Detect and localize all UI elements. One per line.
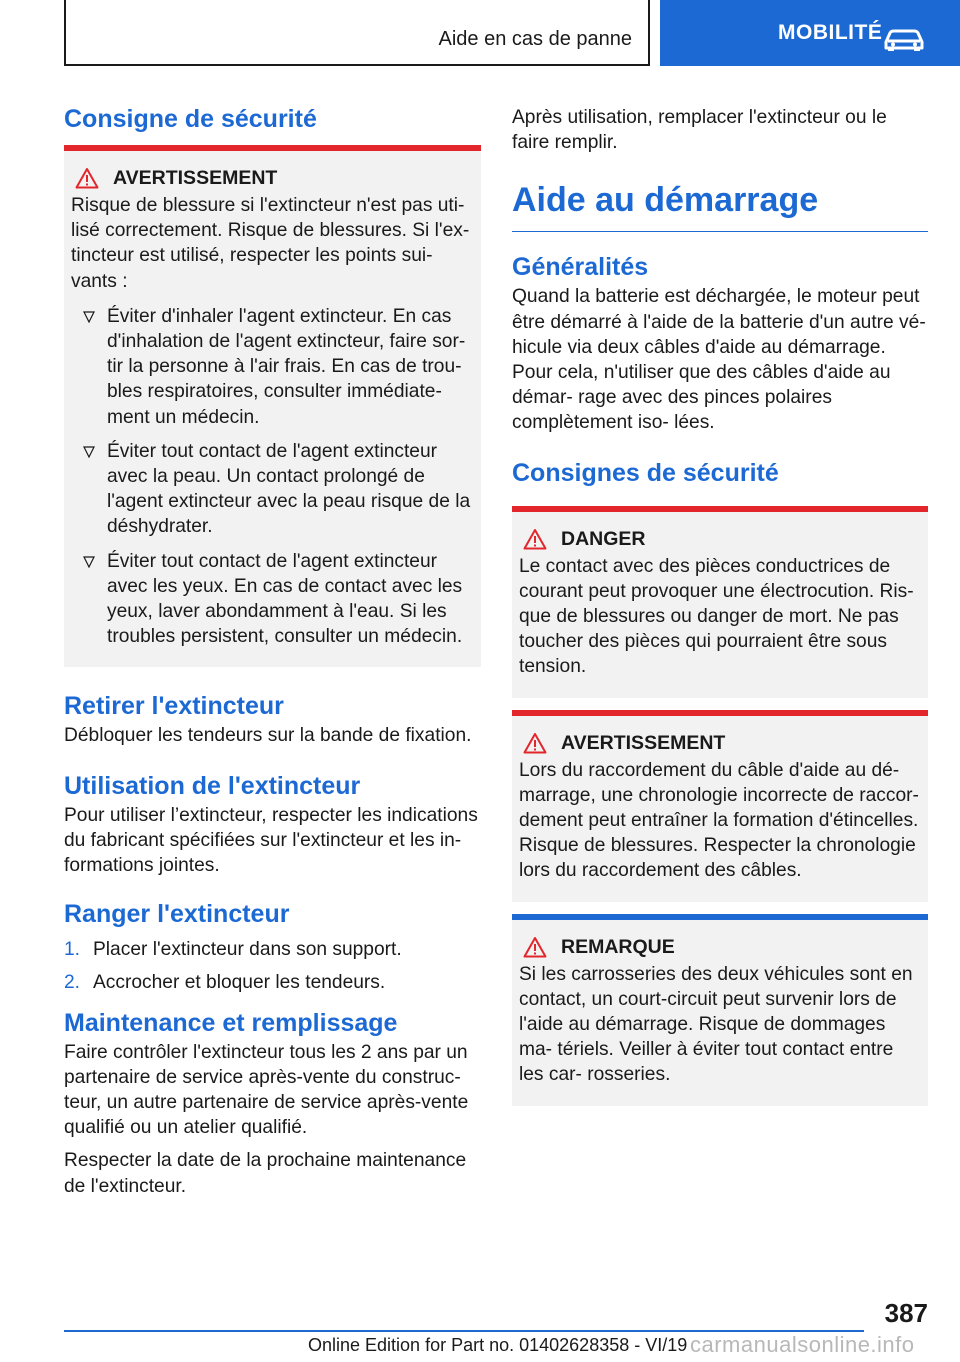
triangle-bullet-icon — [83, 556, 95, 568]
list-item — [64, 937, 481, 962]
warning-triangle-icon — [523, 528, 547, 550]
list-item — [71, 549, 474, 650]
warning-triangle-icon — [523, 936, 547, 958]
maintenance-text-2: Respecter la date de la prochaine maintenance de l'extincteur. — [64, 1150, 467, 1197]
note-box-head — [519, 934, 921, 960]
triangle-bullet-icon — [83, 311, 95, 323]
header-frame — [64, 0, 650, 66]
warning-triangle-icon — [75, 167, 99, 189]
triangle-bullet-icon — [83, 446, 95, 458]
maintenance-text-1: Faire contrôler l'extincteur tous les 2 ans par un partenaire de service après-vente du construc- teur, un autre partenaire de service après-vente qualifié ou un atelier qualifié. — [64, 1041, 469, 1139]
note-text: Si les carrosseries des deux véhicules sont en contact, un court-circuit peut survenir lors de l'aide au démarrage. Risque de dommages ma- tériels. Veiller à éviter tout contact entre les car- rosseries. — [519, 963, 913, 1086]
bullet-text: Éviter tout contact de l'agent extincteur avec les yeux. En cas de contact avec les yeux, laver abondamment à l'eau. Si les troubles persistent, consulter un médecin. — [107, 550, 463, 648]
footer-edition: Online Edition for Part no. 01402628358 - VI/19 — [308, 1335, 688, 1355]
car-icon — [882, 28, 926, 52]
heading-generalites: Généralités — [512, 253, 649, 282]
warning-box-cables — [512, 710, 928, 902]
warning-box-head — [519, 730, 921, 756]
warning-box-head — [71, 165, 474, 191]
warning-label: AVERTISSEMENT — [113, 167, 278, 189]
heading-retirer: Retirer l'extincteur — [64, 692, 284, 721]
heading-ranger: Ranger l'extincteur — [64, 900, 290, 929]
page-number: 387 — [884, 1298, 928, 1328]
ranger-steps — [64, 937, 481, 995]
step-text: Accrocher et bloquer les tendeurs. — [93, 972, 386, 994]
heading-consigne-securite: Consigne de sécurité — [64, 105, 317, 133]
warning-bullet-list — [71, 304, 474, 650]
list-item — [71, 304, 474, 430]
note-box — [512, 914, 928, 1106]
warning-label: AVERTISSEMENT — [561, 731, 726, 754]
danger-box — [512, 506, 928, 698]
warning-text: Risque de blessure si l'extincteur n'est pas uti- lisé correctement. Risque de blessures. Si l'ex- tincteur est utilisé, respecter les points sui- vants : — [71, 195, 470, 292]
utilisation-text: Pour utiliser l’extincteur, respecter les indications du fabricant spécifiées sur l'extincteur et les in- formations jointes. — [64, 804, 478, 877]
header-chapter-tab[interactable] — [660, 0, 960, 66]
danger-box-head — [519, 526, 921, 552]
warning-box-extincteur — [64, 145, 481, 667]
left-column — [64, 100, 481, 1199]
header-chapter-label: MOBILITÉ — [778, 21, 883, 44]
step-text: Placer l'extincteur dans son support. — [93, 939, 402, 961]
step-number: 1. — [64, 939, 81, 961]
retirer-text: Débloquer les tendeurs sur la bande de fixation. — [64, 725, 472, 747]
bullet-text: Éviter tout contact de l'agent extincteur avec la peau. Un contact prolongé de l'agent extincteur avec la peau risque de la déshydrater. — [107, 440, 471, 538]
bullet-text: Éviter d'inhaler l'agent extincteur. En cas d'inhalation de l'agent extincteur, faire sor- tir la personne à l'air frais. En cas de trou- bles respiratoires, consulter immédiate- ment un médecin. — [107, 305, 466, 428]
warning-triangle-icon — [523, 732, 547, 754]
note-label: REMARQUE — [561, 935, 675, 958]
danger-text: Le contact avec des pièces conductrices de courant peut provoquer une électrocution. Ris- que de blessures ou danger de mort. Ne pas toucher des pièces qui pourraient être sous tension. — [519, 555, 914, 678]
list-item — [71, 439, 474, 540]
heading-consignes-securite: Consignes de sécurité — [512, 458, 779, 487]
danger-label: DANGER — [561, 527, 646, 550]
list-item — [64, 970, 481, 995]
intro-text: Après utilisation, remplacer l'extincteur ou le faire remplir. — [512, 107, 887, 154]
right-column — [512, 105, 928, 1106]
heading-maintenance: Maintenance et remplissage — [64, 1008, 398, 1037]
watermark: carmanualsonline.info — [690, 1332, 915, 1357]
heading-aide-demarrage: Aide au démarrage — [512, 175, 928, 232]
heading-utilisation: Utilisation de l'extincteur — [64, 771, 361, 800]
warning-text: Lors du raccordement du câble d'aide au dé- marrage, une chronologie incorrecte de raccor- dement peut entraîner la formation d'étincelles. Risque de blessures. Respecter la chronologie lors du raccordement des câbles. — [519, 759, 919, 882]
step-number: 2. — [64, 972, 81, 994]
header-section-title: Aide en cas de panne — [438, 28, 632, 50]
generalites-text: Quand la batterie est déchargée, le moteur peut être démarré à l'aide de la batterie d'un autre vé- hicule via deux câbles d'aide au démarrage. Pour cela, n'utiliser que des câbles d'aide au démar- rage avec des pinces polaires complètement iso- lées. — [512, 286, 926, 434]
